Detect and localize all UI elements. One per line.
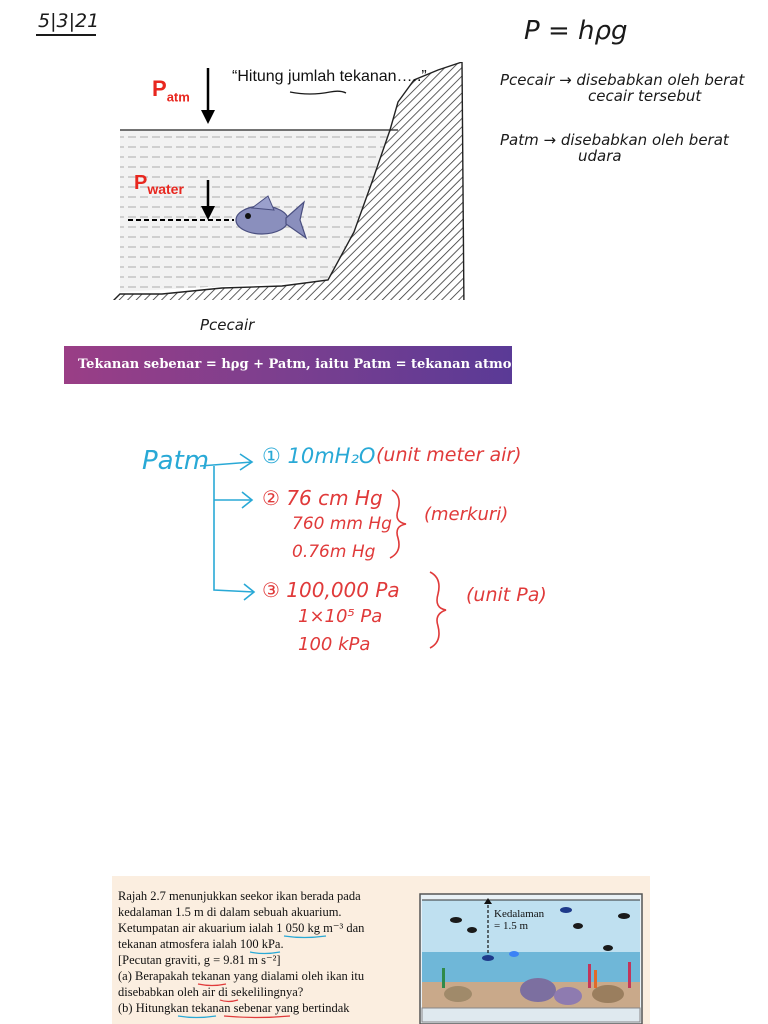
handwritten-date: 5|3|21 bbox=[38, 10, 100, 32]
diagram-quote: “Hitung jumlah tekanan…..” bbox=[232, 68, 427, 85]
question-line: Rajah 2.7 menunjukkan seekor ikan berada pada bbox=[118, 889, 361, 903]
question-line: kedalaman 1.5 m di dalam sebuah akuarium. bbox=[118, 905, 342, 919]
note-patm-line2: udara bbox=[578, 147, 622, 165]
aquarium-illustration bbox=[418, 886, 646, 1024]
patm-unit-water: ① 10mH₂O bbox=[262, 444, 376, 468]
pressure-formula: P = hρg bbox=[524, 16, 628, 46]
patm-unit-mercury-mm: 760 mm Hg bbox=[292, 514, 392, 534]
question-line: tekanan atmosfera ialah 100 kPa. bbox=[118, 937, 284, 951]
formula-banner: Tekanan sebenar = hρg + Patm, iaitu Patm = tekanan atmosfera bbox=[64, 346, 512, 384]
patm-unit-pa-sci: 1×10⁵ Pa bbox=[298, 606, 383, 627]
patm-unit-pa-note: (unit Pa) bbox=[466, 584, 547, 606]
patm-unit-mercury-cm: ② 76 cm Hg bbox=[262, 486, 383, 510]
patm-unit-mercury-note: (merkuri) bbox=[424, 504, 509, 525]
question-line: Ketumpatan air akuarium ialah 1 050 kg m⁻³ dan bbox=[118, 921, 365, 935]
pwater-label-main: P bbox=[134, 172, 148, 194]
question-line: (a) Berapakah tekanan yang dialami oleh ikan itu bbox=[118, 969, 365, 983]
note-pcecair-line2: cecair tersebut bbox=[588, 87, 702, 105]
patm-unit-kpa: 100 kPa bbox=[298, 634, 371, 655]
patm-unit-mercury-m: 0.76m Hg bbox=[292, 542, 376, 562]
patm-label-main: P bbox=[152, 76, 167, 101]
depth-label-title: Kedalaman bbox=[494, 908, 545, 920]
patm-label-sub: atm bbox=[166, 89, 190, 105]
question-line: [Pecutan graviti, g = 9.81 m s⁻²] bbox=[118, 953, 281, 967]
question-line: (b) Hitungkan tekanan sebenar yang bertindak bbox=[118, 1001, 350, 1015]
question-line: disebabkan oleh air di sekelilingnya? bbox=[118, 985, 304, 999]
note-pcecair-line1: Pcecair → disebabkan oleh berat bbox=[500, 71, 745, 89]
depth-label bbox=[494, 908, 544, 932]
patm-unit-water-note: (unit meter air) bbox=[376, 444, 522, 466]
pwater-label-sub: water bbox=[147, 181, 184, 197]
pcecair-caption: Pcecair bbox=[200, 316, 255, 334]
patm-units-root: Patm bbox=[142, 446, 210, 476]
aquarium-figure bbox=[418, 886, 646, 1024]
textbook-excerpt bbox=[112, 876, 650, 1024]
depth-label-value: = 1.5 m bbox=[494, 920, 529, 932]
note-patm-line1: Patm → disebabkan oleh berat bbox=[500, 131, 729, 149]
patm-unit-pa: ③ 100,000 Pa bbox=[262, 578, 400, 602]
